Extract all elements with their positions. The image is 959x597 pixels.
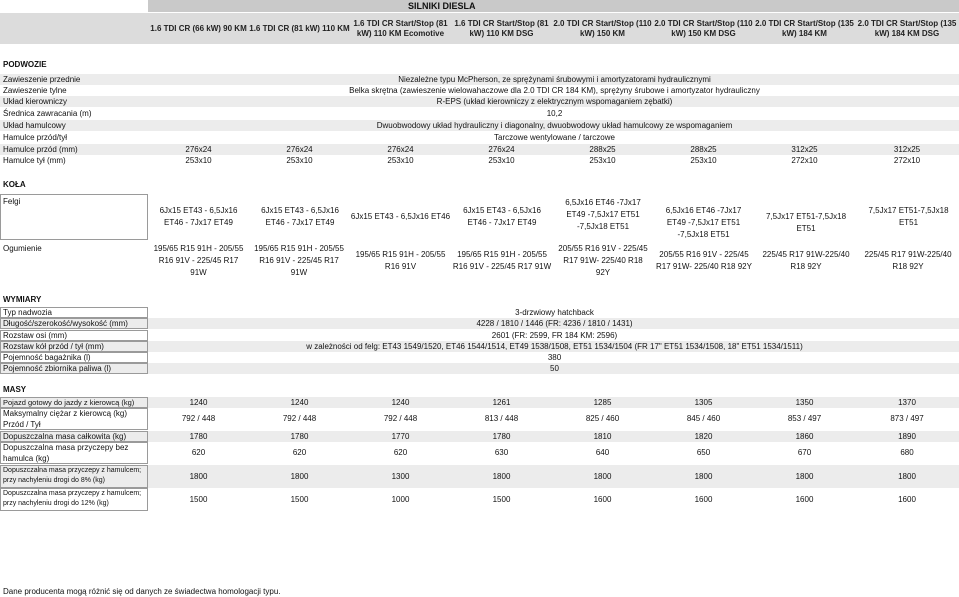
row-label: Typ nadwozia — [3, 308, 52, 317]
row-label: Układ hamulcowy — [3, 121, 66, 130]
row-label: Ogumienie — [3, 244, 42, 253]
row-label: Felgi — [3, 197, 21, 206]
row-value: Belka skrętna (zawieszenie wielowahaczowe dla 2.0 TDI CR 184 KM), sprężyny śrubowe i amortyzator hydrauliczny — [349, 86, 760, 95]
row-value: Niezależne typu McPherson, ze sprężynami śrubowymi i amortyzatorami hydraulicznymi — [398, 75, 711, 84]
table-row — [0, 318, 959, 329]
cell: 1240 — [391, 398, 410, 407]
table-row-ogumienie — [0, 242, 959, 284]
row-label: Dopuszczalna masa przyczepy z hamulcem; przy nachyleniu drogi do 8% (kg) — [3, 467, 142, 484]
cell: 1370 — [898, 398, 916, 407]
cell: 1240 — [189, 398, 208, 407]
cell: 1800 — [898, 472, 916, 481]
cell: 1600 — [898, 495, 916, 504]
cell: 1261 — [492, 398, 511, 407]
cell: 640 — [595, 448, 610, 457]
cell: 620 — [292, 448, 307, 457]
cell: 620 — [393, 448, 408, 457]
cell: 7,5Jx17 ET51-7,5Jx18 ET51 — [765, 212, 847, 233]
cell: 195/65 R15 91H - 205/55 R16 91V — [355, 250, 446, 271]
cell: 1800 — [189, 472, 208, 481]
cell: 288x25 — [589, 145, 616, 154]
cell: 1860 — [795, 432, 814, 441]
cell: 1300 — [391, 472, 410, 481]
row-value: 2601 (FR: 2599, FR 184 KM: 2596) — [491, 331, 618, 340]
cell: 1350 — [795, 398, 814, 407]
cell: 792 / 448 — [181, 414, 216, 423]
cell: 253x10 — [589, 156, 616, 165]
cell: 1600 — [795, 495, 814, 504]
cell: 1600 — [593, 495, 612, 504]
cell: 253x10 — [488, 156, 515, 165]
cell: 6,5Jx16 ET46 -7Jx17 ET49 -7,5Jx17 ET51 -7,5Jx18 ET51 — [665, 206, 742, 239]
section-title-wymiary: WYMIARY — [3, 295, 42, 304]
section-title-podwozie: PODWOZIE — [3, 60, 47, 69]
row-value: w zależności od felg: ET43 1549/1520, ET46 1544/1514, ET49 1538/1508, ET51 1534/1504 (FR 17" ET51 1534/1508, 18" ET51 1534/1511) — [306, 342, 803, 351]
cell: 276x24 — [185, 145, 212, 154]
cell: 225/45 R17 91W-225/40 R18 92Y — [864, 250, 952, 271]
row-label: Dopuszczalna masa przyczepy z hamulcem; przy nachyleniu drogi do 12% (kg) — [3, 490, 142, 507]
cell: 630 — [494, 448, 509, 457]
cell: 670 — [797, 448, 812, 457]
row-label: Hamulce tył (mm) — [3, 156, 66, 165]
row-label: Dopuszczalna masa całkowita (kg) — [3, 432, 127, 441]
cell: 1240 — [290, 398, 309, 407]
section-title-masy: MASY — [3, 385, 27, 394]
column-header: 1.6 TDI CR (81 kW) 110 KM — [249, 23, 350, 33]
row-label: Hamulce przód (mm) — [3, 145, 78, 154]
table-row — [0, 330, 959, 341]
cell: 1770 — [391, 432, 410, 441]
cell: 6Jx15 ET43 - 6,5Jx16 ET46 - 7Jx17 ET49 — [463, 206, 541, 227]
row-value: 4228 / 1810 / 1446 (FR: 4236 / 1810 / 1431) — [476, 319, 633, 328]
row-value: 50 — [550, 364, 559, 373]
cell: 195/65 R15 91H - 205/55 R16 91V - 225/45 R17 91W — [452, 250, 552, 271]
table-row — [0, 341, 959, 352]
row-label: Długość/szerokość/wysokość (mm) — [3, 319, 128, 328]
table-row — [0, 397, 959, 408]
cell: 1000 — [391, 495, 410, 504]
row-label: Zawieszenie tylne — [3, 86, 67, 95]
cell: 195/65 R15 91H - 205/55 R16 91V - 225/45 R17 91W — [153, 244, 244, 277]
row-label: Rozstaw osi (mm) — [3, 331, 68, 340]
cell: 1800 — [492, 472, 511, 481]
cell: 205/55 R16 91V - 225/45 R17 91W- 225/40 R18 92Y — [656, 250, 752, 271]
cell: 1500 — [189, 495, 208, 504]
cell: 1820 — [694, 432, 713, 441]
row-label: Średnica zawracania (m) — [3, 109, 92, 118]
row-label: Zawieszenie przednie — [3, 75, 81, 84]
cell: 845 / 460 — [686, 414, 721, 423]
cell: 1600 — [694, 495, 713, 504]
table-row — [0, 144, 959, 155]
cell: 253x10 — [185, 156, 212, 165]
table-row — [0, 155, 959, 166]
cell: 288x25 — [690, 145, 717, 154]
cell: 1800 — [795, 472, 814, 481]
cell: 620 — [191, 448, 206, 457]
table-row — [0, 120, 959, 131]
cell: 1810 — [593, 432, 612, 441]
cell: 276x24 — [286, 145, 313, 154]
cell: 312x25 — [893, 145, 921, 154]
column-header: 2.0 TDI CR Start/Stop (110 kW) 150 KM DSG — [654, 18, 753, 38]
cell: 253x10 — [286, 156, 313, 165]
table-row — [0, 431, 959, 442]
cell: 272x10 — [893, 156, 921, 165]
table-row — [0, 442, 959, 464]
cell: 1500 — [492, 495, 511, 504]
row-label: Układ kierowniczy — [3, 97, 68, 106]
cell: 253x10 — [690, 156, 717, 165]
cell: 6,5Jx16 ET46 -7Jx17 ET49 -7,5Jx17 ET51 -7,5Jx18 ET51 — [565, 198, 641, 231]
cell: 873 / 497 — [890, 414, 924, 423]
row-label: Maksymalny ciężar z kierowcą (kg) Przód / Tył — [3, 409, 128, 429]
column-header: 1.6 TDI CR Start/Stop (81 kW) 110 KM DSG — [454, 18, 549, 38]
row-value: Tarczowe wentylowane / tarczowe — [494, 133, 615, 142]
cell: 1500 — [290, 495, 309, 504]
cell: 225/45 R17 91W-225/40 R18 92Y — [762, 250, 850, 271]
engine-group-title: SILNIKI DIESLA — [408, 1, 476, 11]
table-row — [0, 363, 959, 374]
table-row — [0, 352, 959, 363]
cell: 1780 — [290, 432, 309, 441]
row-value: R-EPS (układ kierowniczy z elektrycznym wspomaganiem zębatki) — [436, 97, 673, 106]
row-value: 10,2 — [546, 109, 563, 118]
cell: 1890 — [898, 432, 916, 441]
column-header: 2.0 TDI CR Start/Stop (135 kW) 184 KM DSG — [857, 18, 957, 38]
cell: 1285 — [593, 398, 612, 407]
cell: 813 / 448 — [484, 414, 519, 423]
table-row-felgi — [0, 194, 959, 240]
row-label: Hamulce przód/tył — [3, 133, 68, 142]
row-label: Pojazd gotowy do jazdy z kierowcą (kg) — [3, 398, 135, 407]
cell: 6Jx15 ET43 - 6,5Jx16 ET46 — [350, 212, 451, 221]
cell: 312x25 — [791, 145, 818, 154]
label-box — [0, 194, 148, 240]
cell: 1800 — [593, 472, 612, 481]
cell: 853 / 497 — [787, 414, 822, 423]
cell: 792 / 448 — [383, 414, 418, 423]
cell: 276x24 — [387, 145, 414, 154]
row-value: 3-drzwiowy hatchback — [515, 308, 594, 317]
table-row — [0, 408, 959, 430]
column-header: 1.6 TDI CR (66 kW) 90 KM — [150, 23, 247, 33]
table-row — [0, 465, 959, 488]
table-row — [0, 85, 959, 96]
cell: 650 — [696, 448, 711, 457]
cell: 1305 — [694, 398, 713, 407]
row-label: Pojemność zbiornika paliwa (l) — [3, 364, 112, 373]
cell: 792 / 448 — [282, 414, 317, 423]
row-value: Dwuobwodowy układ hydrauliczny i diagonalny, dwuobwodowy układ hamulcowy ze wspomaganiem — [376, 121, 733, 130]
cell: 253x10 — [387, 156, 414, 165]
cell: 7,5Jx17 ET51-7,5Jx18 ET51 — [868, 206, 949, 227]
row-label: Dopuszczalna masa przyczepy bez hamulca (kg) — [3, 443, 129, 463]
cell: 276x24 — [488, 145, 515, 154]
cell: 1780 — [189, 432, 208, 441]
cell: 6Jx15 ET43 - 6,5Jx16 ET46 - 7Jx17 ET49 — [261, 206, 339, 227]
table-row — [0, 132, 959, 143]
table-row — [0, 96, 959, 107]
row-label: Pojemność bagażnika (l) — [3, 353, 91, 362]
section-title-kola: KOŁA — [3, 180, 26, 189]
row-value: 380 — [547, 353, 562, 362]
cell: 680 — [900, 448, 914, 457]
column-header: 2.0 TDI CR Start/Stop (110 kW) 150 KM — [553, 18, 652, 38]
table-row — [0, 74, 959, 85]
footnote: Dane producenta mogą różnić się od danych ze świadectwa homologacji typu. — [3, 587, 281, 596]
cell: 205/55 R16 91V - 225/45 R17 91W- 225/40 R18 92Y — [558, 244, 648, 277]
table-row — [0, 488, 959, 511]
column-header: 2.0 TDI CR Start/Stop (135 kW) 184 KM — [755, 18, 854, 38]
cell: 195/65 R15 91H - 205/55 R16 91V - 225/45 R17 91W — [254, 244, 344, 277]
table-row — [0, 108, 959, 119]
cell: 1800 — [290, 472, 309, 481]
cell: 1780 — [492, 432, 511, 441]
column-header: 1.6 TDI CR Start/Stop (81 kW) 110 KM Ecomotive — [353, 18, 448, 38]
cell: 272x10 — [791, 156, 818, 165]
cell: 6Jx15 ET43 - 6,5Jx16 ET46 - 7Jx17 ET49 — [159, 206, 238, 227]
table-row — [0, 307, 959, 318]
row-label: Rozstaw kół przód / tył (mm) — [3, 342, 104, 351]
cell: 1800 — [694, 472, 713, 481]
cell: 825 / 460 — [585, 414, 620, 423]
